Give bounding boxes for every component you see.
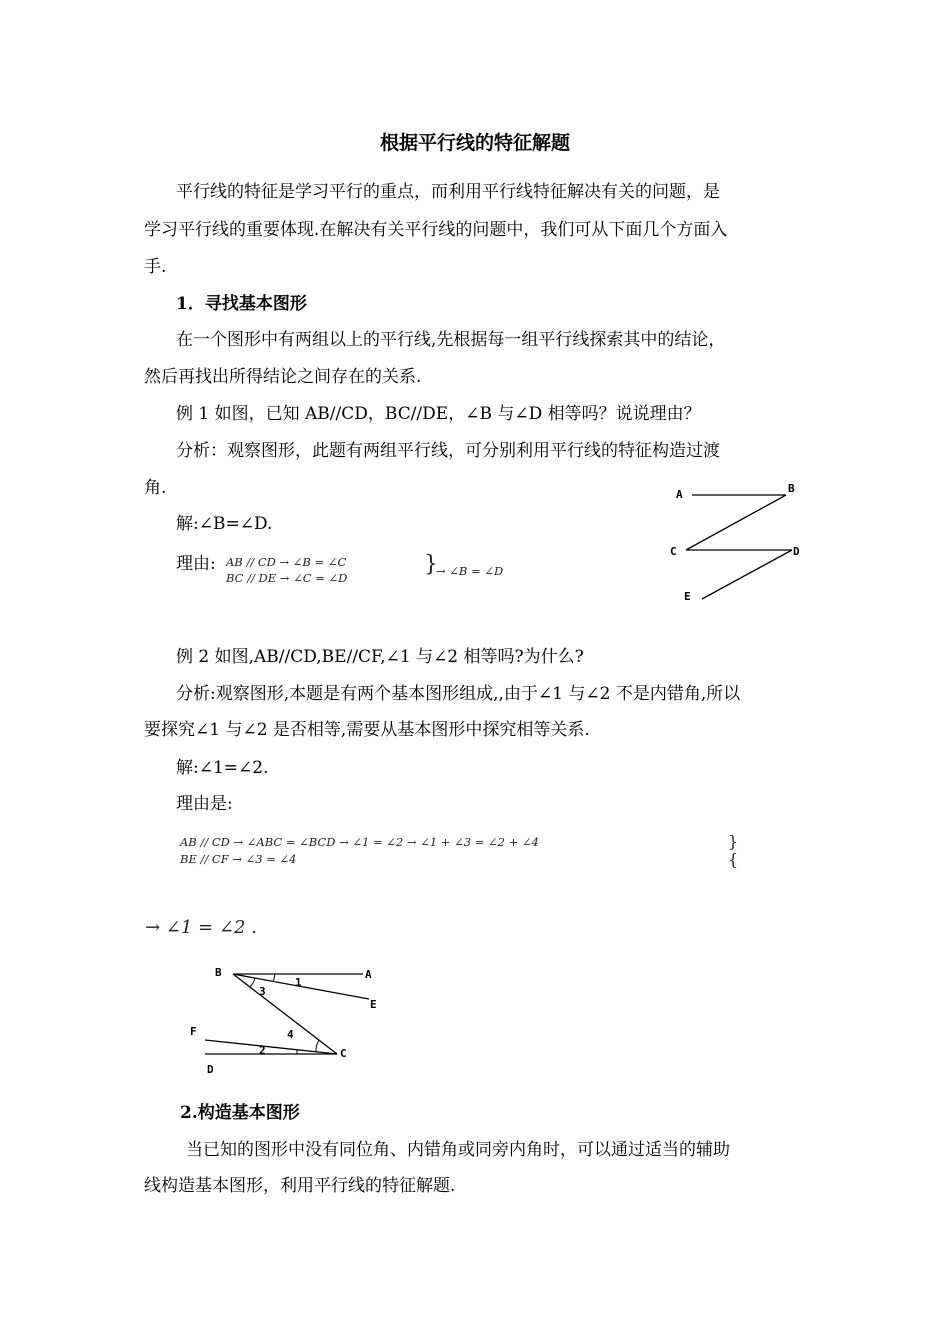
example1-reason-label: 理由: [176,554,216,574]
line-bc [686,495,786,550]
label-d: D [207,1063,214,1076]
section1-heading: 1．寻找基本图形 [176,294,307,314]
angle-label-3: 3 [259,985,266,998]
label-c: C [340,1047,347,1060]
angle-arc-4 [316,1040,319,1052]
label-b: B [215,966,222,979]
example2-analysis-2: 要探究∠1 与∠2 是否相等,需要从基本图形中探究相等关系. [144,720,590,740]
label-b: B [788,482,795,495]
example1-formula-brace: } [424,552,438,577]
example2-result: → ∠1 = ∠2 . [145,917,257,938]
angle-arc-3 [250,978,255,987]
section2-heading: 2.构造基本图形 [180,1103,300,1123]
example2-figure [185,962,385,1082]
example2-formula-line-1: AB // CD → ∠ABC = ∠BCD → ∠1 = ∠2 → ∠1 + ∠3 = ∠2 + ∠4 [180,835,539,849]
example1-analysis-2: 角. [144,478,167,498]
example1-question: 例 1 如图，已知 AB//CD，BC//DE，∠B 与∠D 相等吗？说说理由？ [176,404,701,424]
example2-reason-label: 理由是: [176,794,233,814]
angle-label-2: 2 [259,1044,266,1057]
section1-desc-1: 在一个图形中有两组以上的平行线,先根据每一组平行线探索其中的结论， [176,330,726,350]
page-title: 根据平行线的特征解题 [379,132,570,154]
intro-line-1: 平行线的特征是学习平行的重点，而利用平行线特征解决有关的问题，是 [176,182,720,202]
example1-formula-result: → ∠B = ∠D [436,564,504,578]
label-d: D [793,545,800,558]
section1-desc-2: 然后再找出所得结论之间存在的关系. [144,367,422,387]
label-f: F [190,1025,197,1038]
example2-solution: 解:∠1=∠2. [176,758,269,778]
label-a: A [365,968,372,981]
example2-question: 例 2 如图,AB//CD,BE//CF,∠1 与∠2 相等吗?为什么? [176,647,584,667]
label-e: E [684,590,691,603]
example1-analysis-1: 分析：观察图形，此题有两组平行线，可分别利用平行线的特征构造过渡 [176,441,720,461]
line-de [702,550,792,599]
example2-analysis-1: 分析:观察图形,本题是有两个基本图形组成,,由于∠1 与∠2 不是内错角,所以 [176,684,741,704]
section2-desc-1: 当已知的图形中没有同位角、内错角或同旁内角时，可以通过适当的辅助 [186,1140,730,1160]
line-fc [205,1040,337,1054]
example2-formula-brace-2: { [728,850,739,869]
label-e: E [370,998,377,1011]
example1-solution: 解:∠B=∠D. [176,514,273,534]
label-a: A [676,488,683,501]
example2-formula-line-2: BE // CF → ∠3 = ∠4 [180,852,297,866]
example2-formula-brace-1: } [728,832,739,851]
angle-label-4: 4 [287,1028,294,1041]
angle-arc-1 [273,974,275,982]
section2-desc-2: 线构造基本图形，利用平行线的特征解题. [144,1176,456,1196]
line-bc [233,974,337,1054]
intro-line-2: 学习平行线的重要体现.在解决有关平行线的问题中，我们可从下面几个方面入 [144,220,728,240]
example1-figure [664,478,814,608]
intro-line-3: 手. [144,257,167,277]
label-c: C [670,545,677,558]
example1-formula-line-2: BC // DE → ∠C = ∠D [226,571,348,585]
angle-label-1: 1 [295,976,302,989]
example1-formula-line-1: AB // CD → ∠B = ∠C [226,555,347,569]
